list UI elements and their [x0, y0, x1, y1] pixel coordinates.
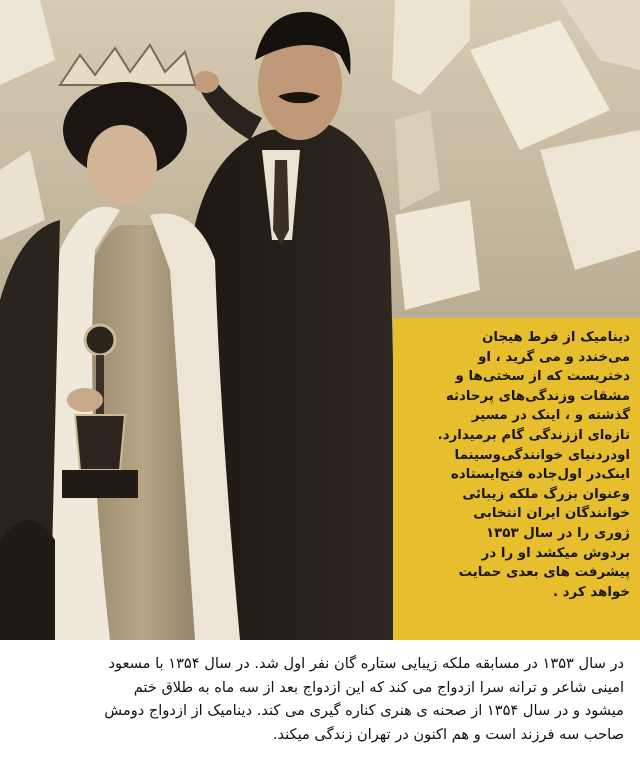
caption-line: وعنوان بزرگ ملکه زیبائی — [462, 486, 630, 502]
woman-hand — [67, 388, 103, 412]
caption-line: پیشرفت های بعدی حمایت — [458, 565, 630, 581]
caption-line: اودردنیای خوانندگی‌وسینما — [454, 447, 630, 463]
bottom-caption-line: میشود و در سال ۱۳۵۴ از صحنه ی هنری کناره گیری می کند. دینامیک از ازدواج دومش — [104, 702, 624, 719]
woman-face — [87, 125, 157, 205]
caption-line: خوانندگان ایران انتخابی — [473, 506, 630, 522]
caption-line: می‌خندد و می گرید ، او — [478, 349, 630, 365]
magazine-caption-box — [393, 318, 640, 640]
caption-line: دینامیک از فرط هیجان — [481, 330, 630, 345]
trophy-microphone — [85, 325, 115, 355]
man-tie — [273, 160, 289, 245]
bottom-caption — [0, 640, 640, 771]
caption-line: گذشته و ، اینک در مسیر — [471, 408, 630, 424]
trophy-base — [62, 470, 138, 498]
trophy-cup — [75, 415, 125, 470]
man-hand — [193, 71, 219, 93]
caption-line: دختریست که از سختی‌ها و — [455, 369, 630, 385]
caption-line: اینک‌در اول‌جاده فتح‌ایستاده — [450, 467, 630, 483]
caption-line: مشقات وزندگی‌های پرحادثه — [445, 388, 630, 404]
caption-line: ژوری را در سال ۱۳۵۳ — [485, 525, 630, 541]
caption-line: بردوش میکشد او را در — [481, 545, 630, 561]
caption-line: تازه‌ای اززندگی گام برمیدارد. — [437, 427, 630, 443]
bottom-caption-line: امینی شاعر و ترانه سرا ازدواج می کند که این ازدواج بعد از سه ماه به طلاق ختم — [133, 678, 624, 696]
shadow-area — [0, 520, 55, 640]
bottom-caption-line: صاحب سه فرزند است و هم اکنون در تهران زندگی میکند. — [272, 725, 624, 743]
bottom-caption-line: در سال ۱۳۵۳ در مسابقه ملکه زیبایی ستاره گان نفر اول شد. در سال ۱۳۵۴ با مسعود — [108, 655, 624, 672]
caption-line: خواهد کرد . — [552, 584, 630, 600]
